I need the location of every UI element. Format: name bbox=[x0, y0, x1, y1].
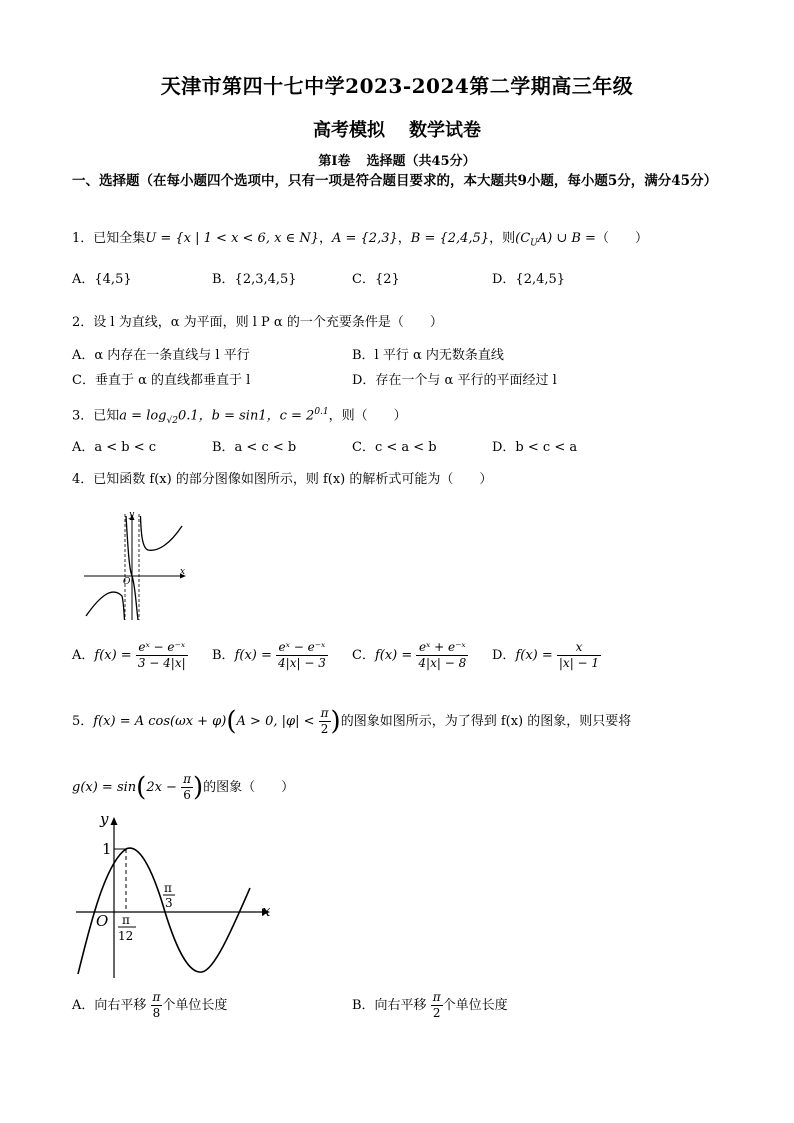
q4-option-d-frac bbox=[557, 640, 601, 671]
q1-set-b: B = {2,4,5} bbox=[410, 231, 490, 246]
q5-cond-num: π bbox=[320, 706, 329, 720]
subtitle-part-b: 数学试卷 bbox=[409, 120, 481, 141]
part-desc: 选择题（共45分） bbox=[366, 154, 476, 169]
q1-comma-2: ， bbox=[397, 231, 411, 246]
q5-condition: A > 0, |φ| < bbox=[236, 714, 315, 729]
exam-subtitle bbox=[0, 116, 794, 142]
q5-pi3-den: 3 bbox=[165, 896, 173, 910]
q5-option-b bbox=[352, 990, 508, 1021]
q2-option-b: B．l 平行 α 内无数条直线 bbox=[352, 348, 504, 363]
q5-option-a-num: π bbox=[152, 990, 161, 1004]
q1-option-a: A．{4,5} bbox=[72, 272, 132, 287]
q4-option-c bbox=[352, 640, 468, 671]
q1-complement-sub: U bbox=[530, 238, 538, 249]
part-heading bbox=[0, 150, 794, 169]
q1-option-c: C．{2} bbox=[352, 272, 400, 287]
q4-option-b-den: 4|x| − 3 bbox=[278, 656, 326, 670]
q3-exponent: 0.1 bbox=[314, 407, 329, 417]
q5-option-b-tail: 个单位长度 bbox=[442, 998, 508, 1013]
part-label: 第Ⅰ卷 bbox=[318, 154, 351, 169]
q4-option-b bbox=[212, 640, 328, 671]
q5-number: 5． bbox=[72, 714, 94, 729]
question-5-stem-line2: g(x) = sin(2x − $\frac{\pi}{6}$ )的图象（ ） bbox=[72, 772, 295, 803]
q5-graph bbox=[74, 814, 280, 980]
q4-x-label: x bbox=[180, 567, 186, 577]
q5-text: 的图象如图所示，为了得到 f(x) 的图象，则只要将 bbox=[340, 714, 632, 729]
subtitle-part-a: 高考模拟 bbox=[313, 120, 385, 141]
q5-option-b-den: 2 bbox=[432, 1006, 441, 1020]
q4-option-d-lhs: f(x) = bbox=[515, 648, 553, 663]
q1-complement: (C bbox=[515, 231, 531, 246]
q5-option-b-frac bbox=[431, 990, 443, 1021]
q1-text-a: 1．已知全集 bbox=[72, 231, 146, 246]
q5-pi12-den: 12 bbox=[118, 929, 134, 943]
q1-blank: （ ） bbox=[595, 231, 648, 246]
q5-y-arrow bbox=[111, 817, 118, 825]
q5-option-a bbox=[72, 990, 227, 1021]
q1-set-u: U = {x | 1 < x < 6, x ∈ N} bbox=[145, 231, 319, 246]
q4-option-c-frac bbox=[416, 640, 468, 671]
q5-y-label: y bbox=[100, 814, 109, 828]
q3-log-base: √2 bbox=[166, 415, 178, 426]
q4-option-a-num: eˣ − e⁻ˣ bbox=[136, 640, 188, 656]
q5-peak-label: 1 bbox=[102, 840, 112, 858]
q1-text-then: ，则 bbox=[489, 231, 516, 246]
q5-function: f(x) = A cos(ωx + φ) bbox=[93, 714, 227, 729]
q5-cond-frac bbox=[319, 706, 331, 737]
q2-option-c: C．垂直于 α 的直线都垂直于 l bbox=[72, 373, 251, 388]
q5-option-a-frac bbox=[151, 990, 163, 1021]
q3-option-a: A．a < b < c bbox=[72, 440, 157, 455]
q4-option-d-den: |x| − 1 bbox=[558, 656, 600, 670]
q1-comma-1: ， bbox=[318, 231, 332, 246]
q4-option-d-num: x bbox=[557, 640, 601, 656]
q5-option-a-label: A．向右平移 bbox=[72, 998, 147, 1013]
q4-curve-left bbox=[86, 592, 125, 620]
q5-g-frac bbox=[181, 772, 193, 803]
q5-option-a-tail: 个单位长度 bbox=[162, 998, 228, 1013]
q4-option-a-den: 3 − 4|x| bbox=[137, 656, 186, 670]
q5-option-b-num: π bbox=[432, 990, 441, 1004]
question-2-stem: 2．设 l 为直线，α 为平面，则 l P α 的一个充要条件是（ ） bbox=[72, 315, 443, 330]
q4-option-c-lhs: f(x) = bbox=[374, 648, 413, 663]
q5-cond-den: 2 bbox=[320, 722, 329, 736]
q3-option-b: B．a < c < b bbox=[212, 440, 297, 455]
q4-option-b-frac bbox=[276, 640, 328, 671]
q4-option-b-num: eˣ − e⁻ˣ bbox=[276, 640, 328, 656]
q5-option-b-label: B．向右平移 bbox=[352, 998, 427, 1013]
q2-option-a: A．α 内存在一条直线与 l 平行 bbox=[72, 348, 250, 363]
q1-set-a: A = {2,3} bbox=[331, 231, 398, 246]
q4-option-a-lhs: f(x) = bbox=[94, 648, 132, 663]
question-5-stem-line1: 5．f(x) = A cos(ωx + φ)(A > 0, |φ| < $\frac{\pi}{2}$ )的图象如图所示，为了得到 f(x) 的图象，则只要将 bbox=[72, 706, 632, 737]
question-3-stem bbox=[72, 402, 407, 431]
q5-x-label: x bbox=[262, 902, 271, 920]
q3-text-a: 3．已知 bbox=[72, 408, 120, 424]
q5-g-function: g(x) = sin bbox=[72, 780, 137, 795]
q5-g-den: 6 bbox=[183, 788, 191, 802]
exam-title: 天津市第四十七中学2023-2024第二学期高三年级 bbox=[160, 74, 634, 98]
q3-values: 0.1，b = sin1，c = 2 bbox=[177, 408, 315, 424]
q4-option-a-frac bbox=[136, 640, 188, 671]
q5-origin-label: O bbox=[96, 912, 109, 930]
q5-g-arg: 2x − bbox=[146, 780, 177, 795]
q1-option-d: D．{2,4,5} bbox=[492, 272, 566, 287]
q4-y-label: y bbox=[129, 510, 135, 520]
q4-origin-label: O bbox=[123, 577, 131, 587]
q4-option-a bbox=[72, 640, 188, 671]
q4-option-d bbox=[492, 640, 601, 671]
q4-option-c-den: 4|x| − 8 bbox=[418, 656, 467, 670]
q2-option-d: D．存在一个与 α 平行的平面经过 l bbox=[352, 373, 557, 388]
q3-log: a = log bbox=[119, 408, 167, 424]
q1-union: A) ∪ B = bbox=[537, 231, 596, 246]
q5-pi12-num: π bbox=[122, 913, 130, 927]
q4-option-b-lhs: f(x) = bbox=[234, 648, 272, 663]
q5-text-end: 的图象（ ） bbox=[203, 780, 295, 795]
question-4-stem: 4．已知函数 f(x) 的部分图像如图所示，则 f(x) 的解析式可能为（ ） bbox=[72, 472, 493, 487]
q4-graph bbox=[78, 508, 194, 624]
q4-option-c-label: C． bbox=[352, 648, 375, 663]
q4-option-a-label: A． bbox=[72, 648, 95, 663]
q4-option-c-num: eˣ + e⁻ˣ bbox=[416, 640, 468, 656]
q5-pi3-num: π bbox=[164, 881, 172, 895]
q3-option-c: C．c < a < b bbox=[352, 440, 437, 455]
q4-option-b-label: B． bbox=[212, 648, 235, 663]
q3-text-end: ，则（ ） bbox=[328, 408, 407, 424]
q4-option-d-label: D． bbox=[492, 648, 516, 663]
q5-g-num: π bbox=[183, 772, 191, 786]
q3-option-d: D．b < c < a bbox=[492, 440, 578, 455]
q4-curve-right bbox=[141, 516, 183, 550]
section-instructions: 一、选择题（在每小题四个选项中，只有一项是符合题目要求的，本大题共9小题，每小题5分，满分45分） bbox=[72, 173, 718, 189]
q5-option-a-den: 8 bbox=[152, 1006, 161, 1020]
q1-option-b: B．{2,3,4,5} bbox=[212, 272, 297, 287]
question-1-stem bbox=[72, 229, 648, 254]
